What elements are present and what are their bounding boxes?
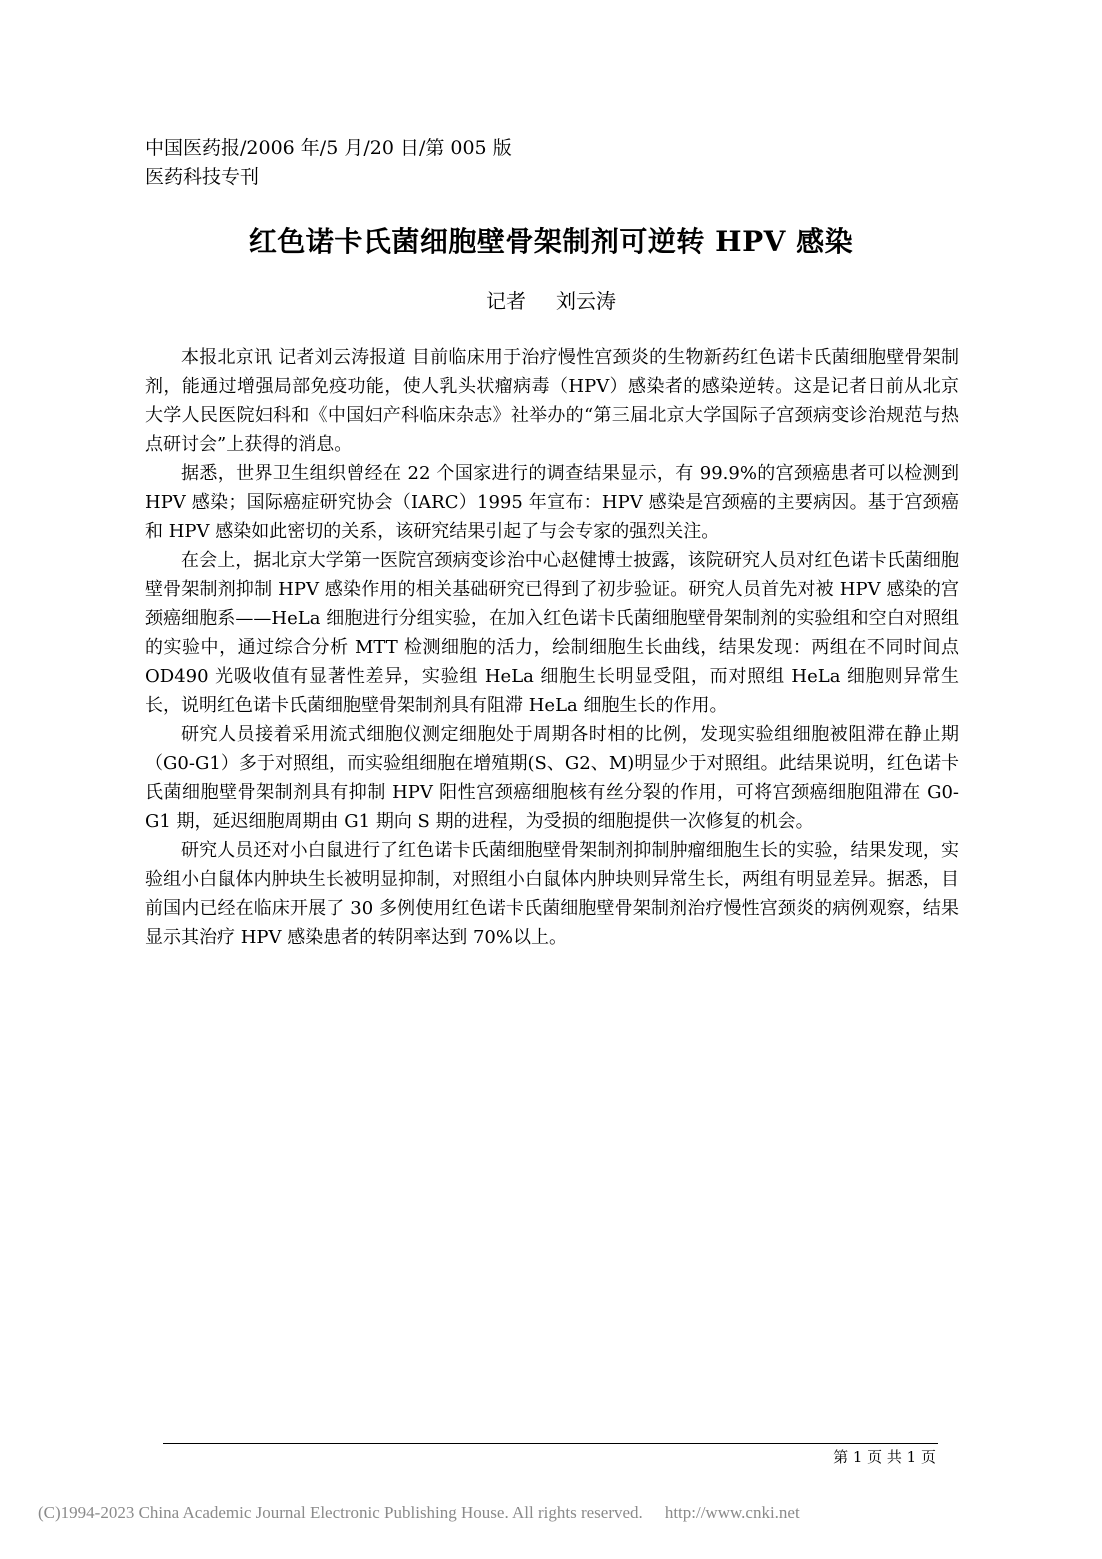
paragraph: 据悉，世界卫生组织曾经在 22 个国家进行的调查结果显示，有 99.9%的宫颈癌患者可以检测到 HPV 感染；国际癌症研究协会（IARC）1995 年宣布：HPV 感染是宫颈癌的主要病因。基于宫颈癌和 HPV 感染如此密切的关系，该研究结果引起了与会专家的强烈关注。	[145, 463, 959, 542]
article-body	[145, 343, 959, 952]
copyright-notice: (C)1994-2023 China Academic Journal Electronic Publishing House. All rights reserved.	[38, 1503, 643, 1522]
source-line: 中国医药报/2006 年/5 月/20 日/第 005 版	[145, 137, 512, 159]
article-title: 红色诺卡氏菌细胞壁骨架制剂可逆转 HPV 感染	[248, 225, 854, 258]
paragraph: 本报北京讯 记者刘云涛报道 目前临床用于治疗慢性宫颈炎的生物新药红色诺卡氏菌细胞壁骨架制剂，能通过增强局部免疫功能，使人乳头状瘤病毒（HPV）感染者的感染逆转。这是记者日前从北京大学人民医院妇科和《中国妇产科临床杂志》社举办的“第三届北京大学国际子宫颈病变诊治规范与热点研讨会”上获得的消息。	[145, 347, 959, 455]
footer-divider	[163, 1443, 938, 1444]
cnki-link[interactable]: http://www.cnki.net	[664, 1503, 800, 1522]
copyright-footer	[38, 1503, 800, 1523]
page-number: 第 1 页 共 1 页	[833, 1448, 936, 1466]
byline-label: 记者	[486, 289, 526, 313]
paragraph: 研究人员接着采用流式细胞仪测定细胞处于周期各时相的比例，发现实验组细胞被阻滞在静止期（G0-G1）多于对照组，而实验组细胞在增殖期(S、G2、M)明显少于对照组。此结果说明，红色诺卡氏菌细胞壁骨架制剂具有抑制 HPV 阳性宫颈癌细胞核有丝分裂的作用，可将宫颈癌细胞阻滞在 G0-G1 期，延迟细胞周期由 G1 期向 S 期的进程，为受损的细胞提供一次修复的机会。	[145, 724, 959, 832]
paragraph: 在会上，据北京大学第一医院宫颈病变诊治中心赵健博士披露，该院研究人员对红色诺卡氏菌细胞壁骨架制剂抑制 HPV 感染作用的相关基础研究已得到了初步验证。研究人员首先对被 HPV 感染的宫颈癌细胞系——HeLa 细胞进行分组实验，在加入红色诺卡氏菌细胞壁骨架制剂的实验组和空白对照组的实验中，通过综合分析 MTT 检测细胞的活力，绘制细胞生长曲线，结果发现：两组在不同时间点 OD490 光吸收值有显著性差异，实验组 HeLa 细胞生长明显受阻，而对照组 HeLa 细胞则异常生长，说明红色诺卡氏菌细胞壁骨架制剂具有阻滞 HeLa 细胞生长的作用。	[145, 550, 959, 716]
author-name: 刘云涛	[556, 289, 616, 313]
source-info	[145, 134, 512, 192]
byline	[0, 285, 1102, 314]
column-name: 医药科技专刊	[145, 166, 260, 188]
paragraph: 研究人员还对小白鼠进行了红色诺卡氏菌细胞壁骨架制剂抑制肿瘤细胞生长的实验，结果发现，实验组小白鼠体内肿块生长被明显抑制，对照组小白鼠体内肿块则异常生长，两组有明显差异。据悉，目前国内已经在临床开展了 30 多例使用红色诺卡氏菌细胞壁骨架制剂治疗慢性宫颈炎的病例观察，结果显示其治疗 HPV 感染患者的转阴率达到 70%以上。	[145, 840, 959, 948]
